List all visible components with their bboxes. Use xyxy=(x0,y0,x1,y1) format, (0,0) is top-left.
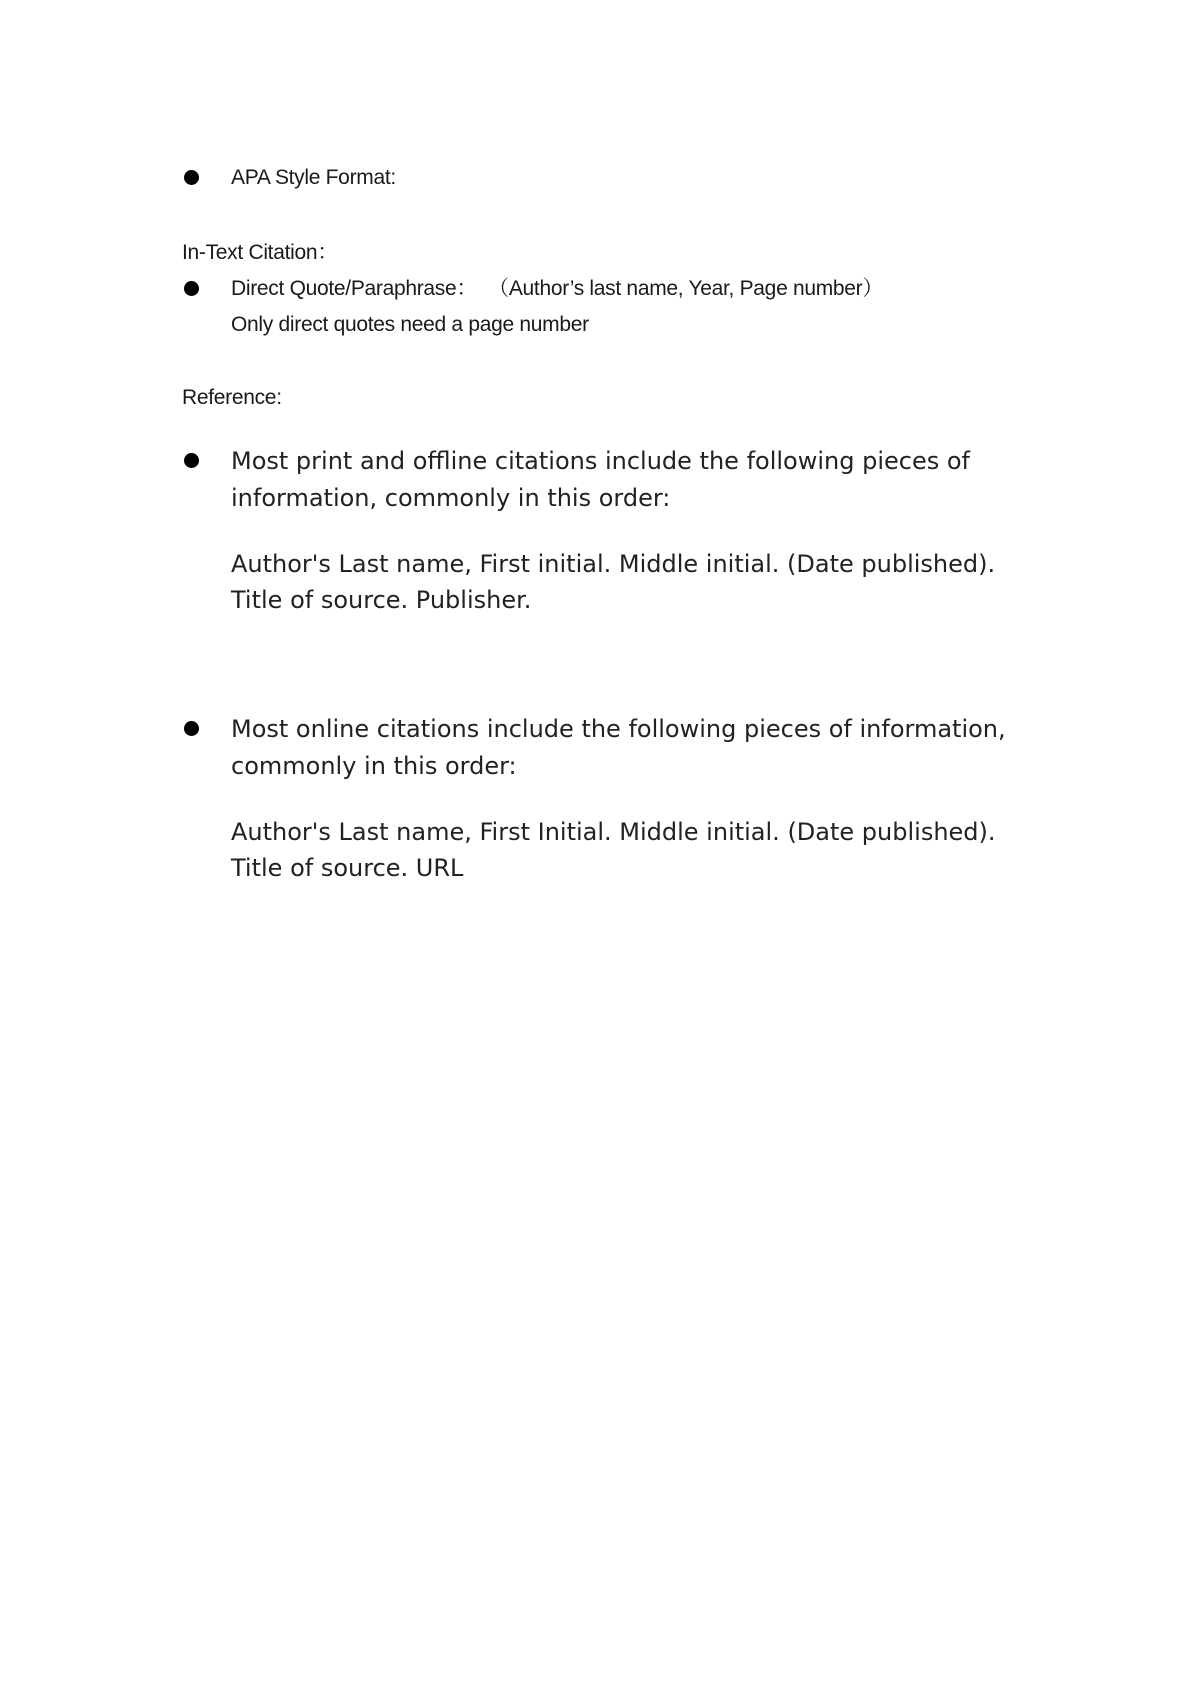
bullet-icon xyxy=(184,281,199,296)
print-format-line-2: Title of source. Publisher. xyxy=(231,586,532,614)
online-format-line-1: Author's Last name, First Initial. Middle initial. (Date published). xyxy=(231,818,996,846)
direct-quote-note: Only direct quotes need a page number xyxy=(231,313,589,336)
bullet-icon xyxy=(184,170,199,185)
print-intro-line-1: Most print and offline citations include the following pieces of xyxy=(231,447,970,475)
in-text-citation-label: In-Text Citation： xyxy=(182,241,338,264)
online-intro-line-2: commonly in this order: xyxy=(231,752,517,780)
apa-heading: APA Style Format: xyxy=(231,166,396,189)
reference-label: Reference: xyxy=(182,386,282,409)
online-format-line-2: Title of source. URL xyxy=(231,854,464,882)
bullet-icon xyxy=(184,721,199,736)
print-intro-line-2: information, commonly in this order: xyxy=(231,484,671,512)
print-format-line-1: Author's Last name, First initial. Middle initial. (Date published). xyxy=(231,550,996,578)
direct-quote-line: Direct Quote/Paraphrase： （Author’s last name, Year, Page number） xyxy=(231,277,884,300)
bullet-icon xyxy=(184,453,199,468)
online-intro-line-1: Most online citations include the following pieces of information, xyxy=(231,715,1006,743)
